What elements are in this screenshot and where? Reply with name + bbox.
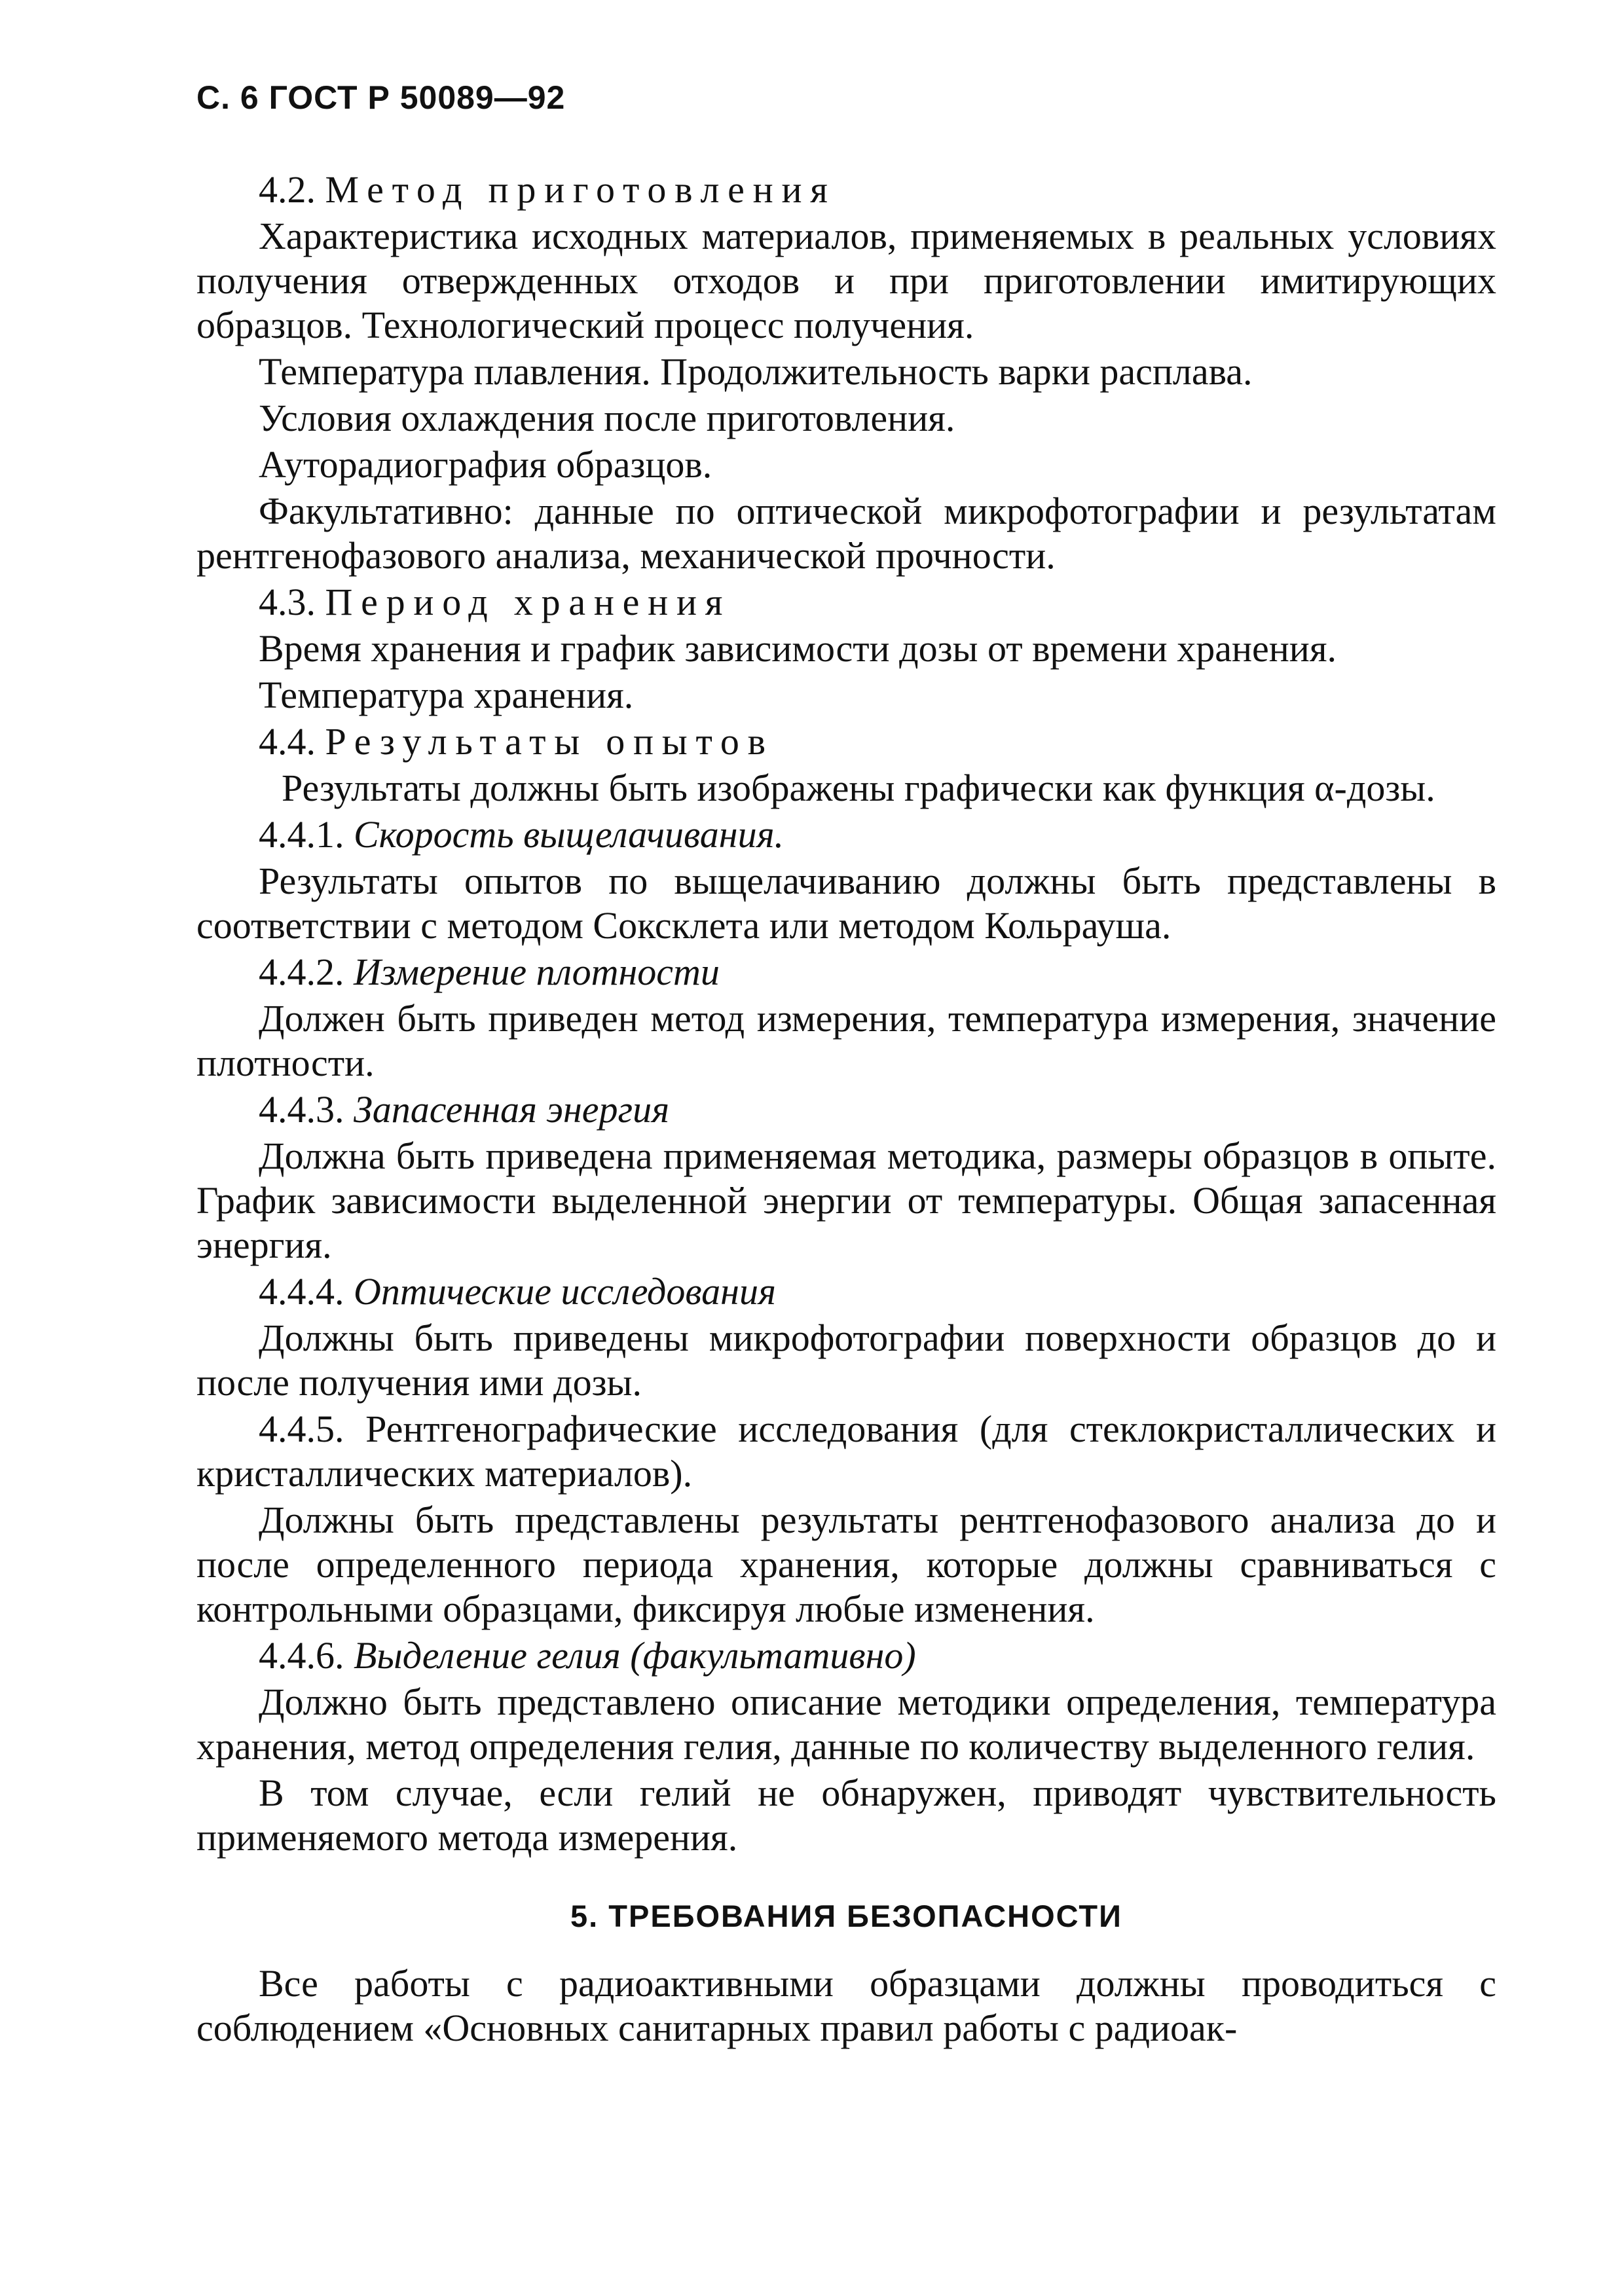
section-number: 4.4.2. xyxy=(259,951,344,993)
section-number: 4.2. xyxy=(259,168,316,211)
section-5-title: 5. ТРЕБОВАНИЯ БЕЗОПАСНОСТИ xyxy=(570,1899,1122,1933)
section-4-4-4-heading xyxy=(196,1269,1496,1314)
section-title: Результаты опытов xyxy=(325,720,774,763)
section-title: Период хранения xyxy=(325,581,731,623)
section-title: Запасенная энергия xyxy=(354,1088,670,1131)
section-title: Скорость выщелачивания. xyxy=(354,813,784,856)
paragraph: Температура хранения. xyxy=(259,674,634,716)
section-4-4-6-heading xyxy=(196,1633,1496,1678)
paragraph: Время хранения и график зависимости дозы от времени хранения. xyxy=(259,627,1337,670)
section-number: 4.4.5. xyxy=(259,1408,344,1450)
section-4-4-1-heading xyxy=(196,812,1496,857)
paragraph: Все работы с радиоактивными образцами должны проводиться с соблюдением «Основных санитарных правил работы с радиоак- xyxy=(196,1962,1496,2049)
page-header: С. 6 ГОСТ Р 50089—92 xyxy=(196,79,566,116)
section-title: Метод приготовления xyxy=(325,168,836,211)
paragraph: Результаты опытов по выщелачиванию должны быть представлены в соответствии с методом Соксклета или методом Кольрауша. xyxy=(196,860,1496,947)
document-page xyxy=(196,79,1496,2052)
section-title: Выделение гелия (факультативно) xyxy=(354,1634,916,1677)
paragraph: Температура плавления. Продолжительность варки расплава. xyxy=(259,350,1253,393)
paragraph: Результаты должны быть изображены графически как функция α-дозы. xyxy=(282,767,1435,809)
section-title: Измерение плотности xyxy=(354,951,720,993)
section-4-3-heading xyxy=(196,580,1496,625)
section-4-4-2-heading xyxy=(196,950,1496,994)
paragraph: Характеристика исходных материалов, применяемых в реальных условиях получения отвержденных отходов и при приготовлении имитирующих образцов. Технологический процесс получения. xyxy=(196,215,1496,346)
section-number: 4.4.1. xyxy=(259,813,344,856)
paragraph: Условия охлаждения после приготовления. xyxy=(259,397,955,439)
paragraph: Должен быть приведен метод измерения, температура измерения, значение плотности. xyxy=(196,997,1496,1084)
paragraph: Ауторадиография образцов. xyxy=(259,443,712,486)
section-4-4-heading xyxy=(196,720,1496,764)
paragraph: Должны быть представлены результаты рентгенофазового анализа до и после определенного периода хранения, которые должны сравниваться с контрольными образцами, фиксируя любые изменения. xyxy=(196,1499,1496,1630)
section-number: 4.3. xyxy=(259,581,316,623)
paragraph: В том случае, если гелий не обнаружен, приводят чувствительность применяемого метода измерения. xyxy=(196,1772,1496,1859)
section-number: 4.4.3. xyxy=(259,1088,344,1131)
section-title: Оптические исследования xyxy=(354,1270,776,1313)
section-4-4-5-heading xyxy=(196,1407,1496,1496)
section-number: 4.4.4. xyxy=(259,1270,344,1313)
section-number: 4.4.6. xyxy=(259,1634,344,1677)
paragraph: Должна быть приведена применяемая методика, размеры образцов в опыте. График зависимости выделенной энергии от температуры. Общая запасенная энергия. xyxy=(196,1135,1496,1266)
section-4-2-heading xyxy=(196,168,1496,212)
section-title: Рентгенографические исследования (для стеклокристаллических и кристаллических материалов). xyxy=(196,1408,1497,1495)
paragraph: Должны быть приведены микрофотографии поверхности образцов до и после получения ими дозы. xyxy=(196,1317,1496,1404)
paragraph: Факультативно: данные по оптической микрофотографии и результатам рентгенофазового анализа, механической прочности. xyxy=(196,490,1496,577)
paragraph: Должно быть представлено описание методики определения, температура хранения, метод определения гелия, данные по количеству выделенного гелия. xyxy=(196,1681,1496,1768)
section-4-4-3-heading xyxy=(196,1087,1496,1132)
section-number: 4.4. xyxy=(259,720,316,763)
